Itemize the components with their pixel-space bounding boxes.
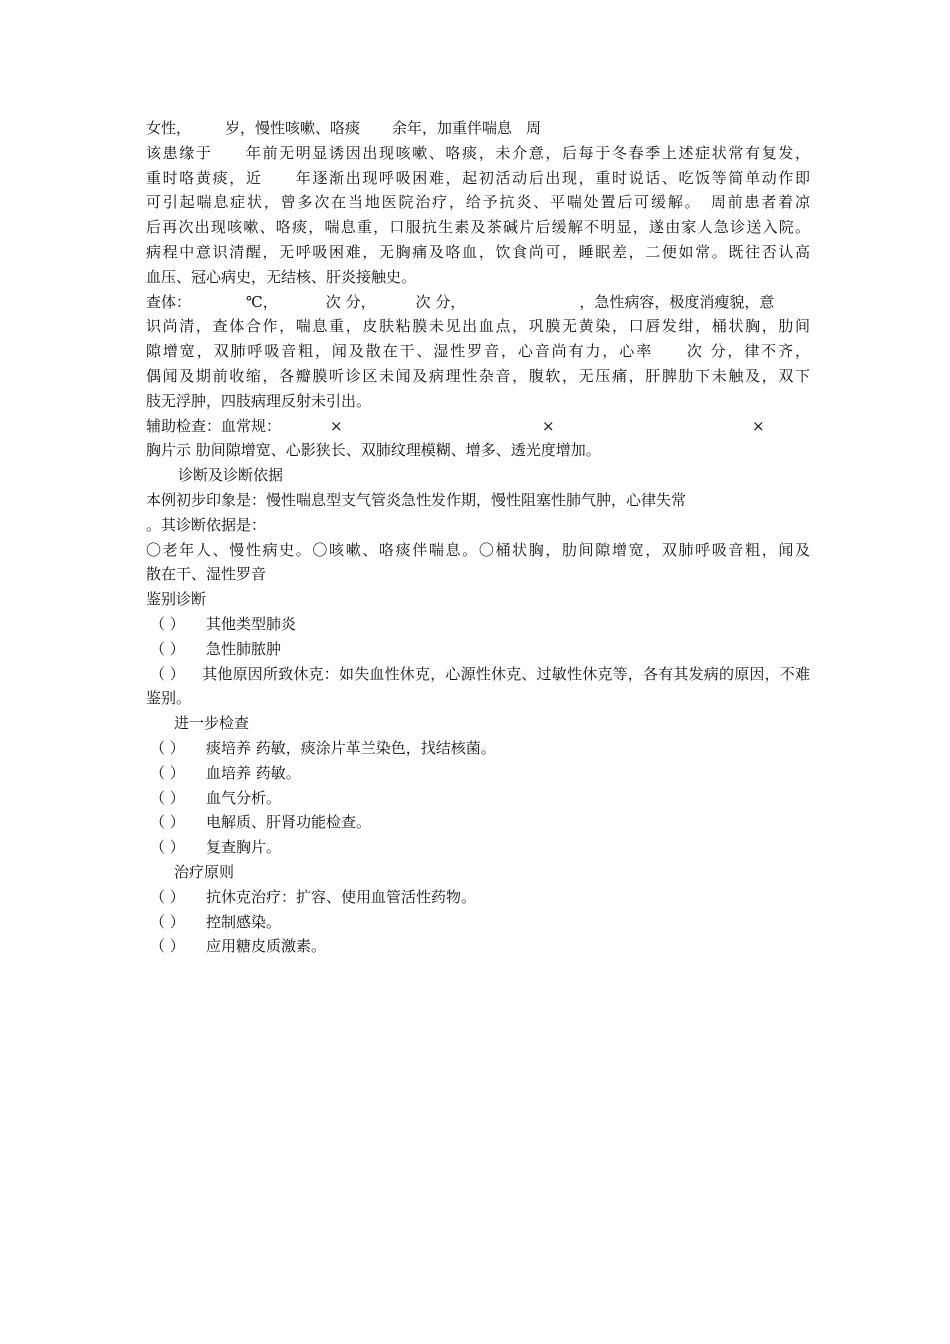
item-text: 其他类型肺炎 — [206, 614, 297, 633]
item-text: 血培养 药敏。 — [206, 763, 301, 782]
item-number: （ ） — [150, 614, 185, 633]
differential-heading: 鉴别诊断 — [146, 590, 207, 609]
item-number: （ ） — [150, 838, 185, 857]
list-item — [146, 910, 810, 935]
item-text: 电解质、肝肾功能检查。 — [206, 813, 372, 832]
exam-line-last: 肢无浮肿，四肢病理反射未引出。 — [146, 391, 372, 410]
list-item — [146, 736, 810, 761]
exam-resp-unit: 次 分， — [415, 292, 466, 311]
item-text: 血气分析。 — [206, 788, 282, 807]
item-number: （ ） — [150, 912, 185, 931]
history-line: 该患缘于 年前无明显诱因出现咳嗽、咯痰，未介意，后每于冬春季上述症状常有复发， — [146, 143, 810, 162]
item-wrap — [146, 662, 810, 712]
list-item — [146, 835, 810, 860]
case-title-part-1: 女性， — [146, 119, 192, 137]
list-item — [146, 810, 810, 835]
history-line-last: 血压、冠心病史，无结核、肝炎接触史。 — [146, 267, 417, 286]
aux-xray-line: 胸片示 肋间隙增宽、心影狭长、双肺纹理模糊、增多、透光度增加。 — [146, 441, 601, 460]
aux-blood-line — [146, 414, 810, 439]
times-sign: × — [330, 416, 343, 435]
document-body — [146, 116, 810, 959]
case-title-part-3: 余年，加重伴喘息 — [392, 119, 513, 137]
exam-line: 识尚清，查体合作，喘息重，皮肤粘膜未见出血点，巩膜无黄染，口唇发绀，桶状胸，肋间 — [146, 317, 810, 336]
list-item — [146, 885, 810, 910]
exam-first-line — [146, 290, 810, 315]
item-text: 痰培养 药敏，痰涂片革兰染色，找结核菌。 — [206, 738, 496, 757]
diagnosis-basis-line: 〇老年人、慢性病史。〇咳嗽、咯痰伴喘息。〇桶状胸，肋间隙增宽，双肺呼吸音粗，闻及 — [146, 540, 810, 559]
item-text: 复查胸片。 — [206, 838, 282, 857]
item-number: （ ） — [150, 788, 185, 807]
aux-label: 辅助检查：血常规： — [146, 416, 282, 435]
further-heading: 进一步检查 — [174, 714, 250, 733]
exam-first-rest: ，急性病容，极度消瘦貌，意 — [579, 292, 775, 311]
list-item — [146, 662, 810, 712]
times-sign: × — [752, 416, 765, 435]
item-number: （ ） — [150, 813, 185, 832]
diagnosis-basis-line: 散在干、湿性罗音 — [146, 565, 267, 584]
times-sign: × — [542, 416, 555, 435]
diagnosis-basis-intro: 。其诊断依据是： — [146, 515, 267, 534]
item-text: 急性肺脓肿 — [206, 639, 282, 658]
exam-label: 查体： — [146, 292, 192, 311]
diagnosis-impression: 本例初步印象是：慢性喘息型支气管炎急性发作期，慢性阻塞性肺气肿，心律失常 — [146, 490, 687, 509]
list-item — [146, 934, 810, 959]
item-text: 控制感染。 — [206, 912, 282, 931]
history-line: 病程中意识清醒，无呼吸困难，无胸痛及咯血，饮食尚可，睡眠差，二便如常。既往否认高 — [146, 242, 810, 261]
list-item — [146, 786, 810, 811]
item-number: （ ） — [150, 639, 185, 658]
item-text: 抗休克治疗：扩容、使用血管活性药物。 — [206, 887, 477, 906]
exam-line: 偶闻及期前收缩，各瓣膜听诊区未闻及病理性杂音，腹软，无压痛，肝脾肋下未触及，双下 — [146, 366, 810, 385]
history-line: 可引起喘息症状，曾多次在当地医院治疗，给予抗炎、平喘处置后可缓解。 周前患者着凉 — [146, 193, 810, 212]
exam-temp-unit: ℃， — [246, 292, 278, 311]
list-item — [146, 637, 810, 662]
treatment-heading: 治疗原则 — [174, 862, 235, 881]
item-number: （ ） — [150, 664, 185, 683]
history-line: 重时咯黄痰，近 年逐渐出现呼吸困难，起初活动后出现，重时说话、吃饭等简单动作即 — [146, 168, 810, 187]
item-text: 应用糖皮质激素。 — [206, 937, 327, 956]
item-number: （ ） — [150, 738, 185, 757]
item-number: （ ） — [150, 887, 185, 906]
exam-pulse-unit: 次 分， — [325, 292, 376, 311]
case-title-part-4: 周 — [526, 119, 542, 137]
item-text: 其他原因所致休克：如失血性休克，心源性休克、过敏性休克等，各有其发病的原因，不难鉴别。 — [146, 664, 810, 708]
history-line: 后再次出现咳嗽、咯痰，喘息重，口服抗生素及茶碱片后缓解不明显，遂由家人急诊送入院。 — [146, 218, 810, 237]
case-title — [146, 116, 810, 141]
exam-line: 隙增宽，双肺呼吸音粗，闻及散在干、湿性罗音，心音尚有力，心率 次 分，律不齐， — [146, 342, 810, 361]
diagnosis-heading: 诊断及诊断依据 — [178, 466, 284, 485]
case-title-part-2: 岁，慢性咳嗽、咯痰 — [225, 119, 361, 137]
item-number: （ ） — [150, 763, 185, 782]
list-item — [146, 761, 810, 786]
item-number: （ ） — [150, 937, 185, 956]
list-item — [146, 612, 810, 637]
